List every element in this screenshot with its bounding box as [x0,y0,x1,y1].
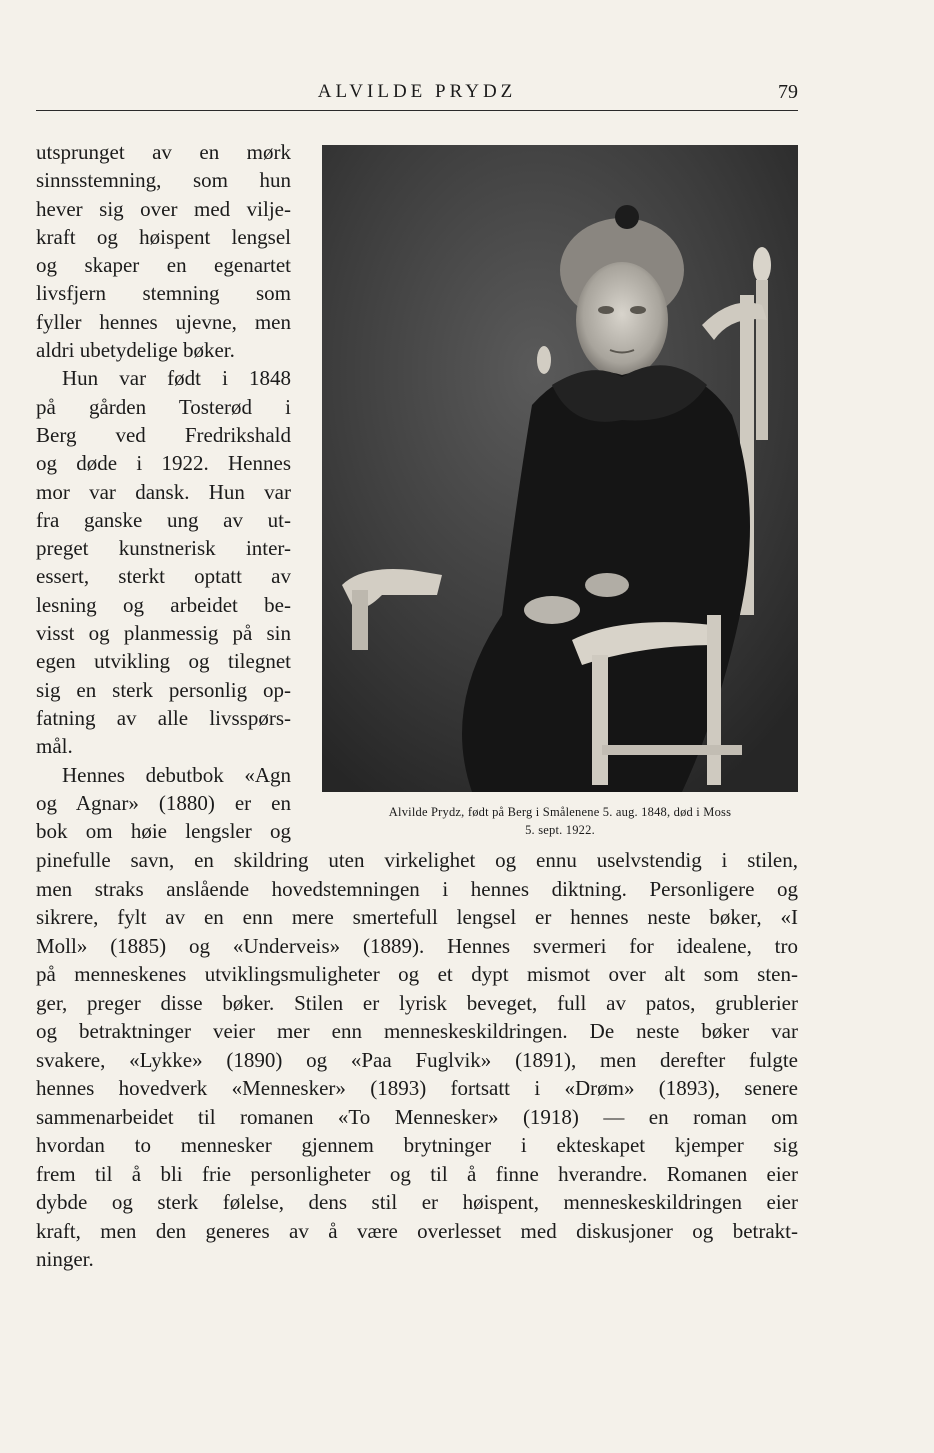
text-line: preget kunstnerisk inter- [36,536,291,561]
text-line: på gården Tosterød i [36,394,291,419]
text-line: sammenarbeidet til romanen «To Mennesker» (1918) — en roman om [36,1104,798,1129]
text-line: fyller hennes ujevne, men [36,309,291,334]
text-line: bok om høie lengsler og [36,819,291,844]
page-number: 79 [778,81,798,103]
portrait-illustration [322,145,798,792]
text-line: egen utvikling og tilegnet [36,649,291,674]
text-line: pinefulle savn, en skildring uten virkelighet og ennu uselvstendig i stilen, [36,848,798,872]
text-line: ger, preger disse bøker. Stilen er lyrisk beveget, full av patos, grublerier [36,990,798,1015]
text-line: sig en sterk personlig op- [36,677,291,702]
text-line: ninger. [36,1247,94,1271]
text-line: frem til å bli frie personligheter og til å finne hverandre. Romanen eier [36,1161,798,1186]
text-line: sinnsstemning, som hun [36,168,291,193]
text-line: fatning av alle livsspørs- [36,705,291,730]
text-line: og skaper en egenartet [36,253,291,278]
text-line: essert, sterkt optatt av [36,564,291,589]
text-line: utsprunget av en mørk [36,140,291,164]
text-line: Hennes debutbok «Agn [62,762,291,787]
running-title: ALVILDE PRYDZ [317,81,517,102]
photo-caption [322,803,798,839]
text-line: og Agnar» (1880) er en [36,790,291,815]
text-line: sikrere, fylt av en enn mere smertefull lengsel er hennes neste bøker, «I [36,905,798,929]
text-line: Berg ved Fredrikshald [36,422,291,447]
text-line: kraft og høispent lengsel [36,224,291,249]
running-header [36,78,798,111]
full-text-column [36,846,798,1274]
text-line: men straks anslående hovedstemningen i hennes diktning. Personligere og [36,876,798,901]
text-line: Hun var født i 1848 [62,366,291,391]
text-line: hvordan to mennesker gjennem brytninger i ekteskapet kjemper sig [36,1133,798,1157]
text-line: på menneskenes utviklingsmuligheter og et dypt mismot over alt som sten- [36,962,798,986]
text-line: og betraktninger veier mer enn menneskeskildringen. De neste bøker var [36,1019,798,1043]
text-line: og døde i 1922. Hennes [36,451,291,476]
narrow-text-column [36,138,291,845]
text-line: visst og planmessig på sin [36,621,291,646]
text-line: dybde og sterk følelse, dens stil er høispent, menneskeskildringen eier [36,1190,798,1214]
text-line: svakere, «Lykke» (1890) og «Paa Fuglvik» (1891), men derefter fulgte [36,1047,798,1072]
portrait-photo [322,145,798,792]
text-line: hever sig over med vilje- [36,196,291,221]
text-line: kraft, men den generes av å være overlesset med diskusjoner og betrakt- [36,1218,798,1243]
text-line: mor var dansk. Hun var [36,479,291,504]
caption-line: 5. sept. 1922. [525,823,595,837]
text-line: fra ganske ung av ut- [36,507,291,532]
text-line: lesning og arbeidet be- [36,592,291,617]
caption-line: Alvilde Prydz, født på Berg i Smålenene 5. aug. 1848, død i Moss [388,805,732,819]
text-line: hennes hovedverk «Mennesker» (1893) fortsatt i «Drøm» (1893), senere [36,1076,798,1100]
text-line: Moll» (1885) og «Underveis» (1889). Hennes svermeri for idealene, tro [36,933,798,958]
text-line: mål. [36,734,73,759]
text-line: aldri ubetydelige bøker. [36,338,235,363]
text-line: livsfjern stemning som [36,281,291,306]
